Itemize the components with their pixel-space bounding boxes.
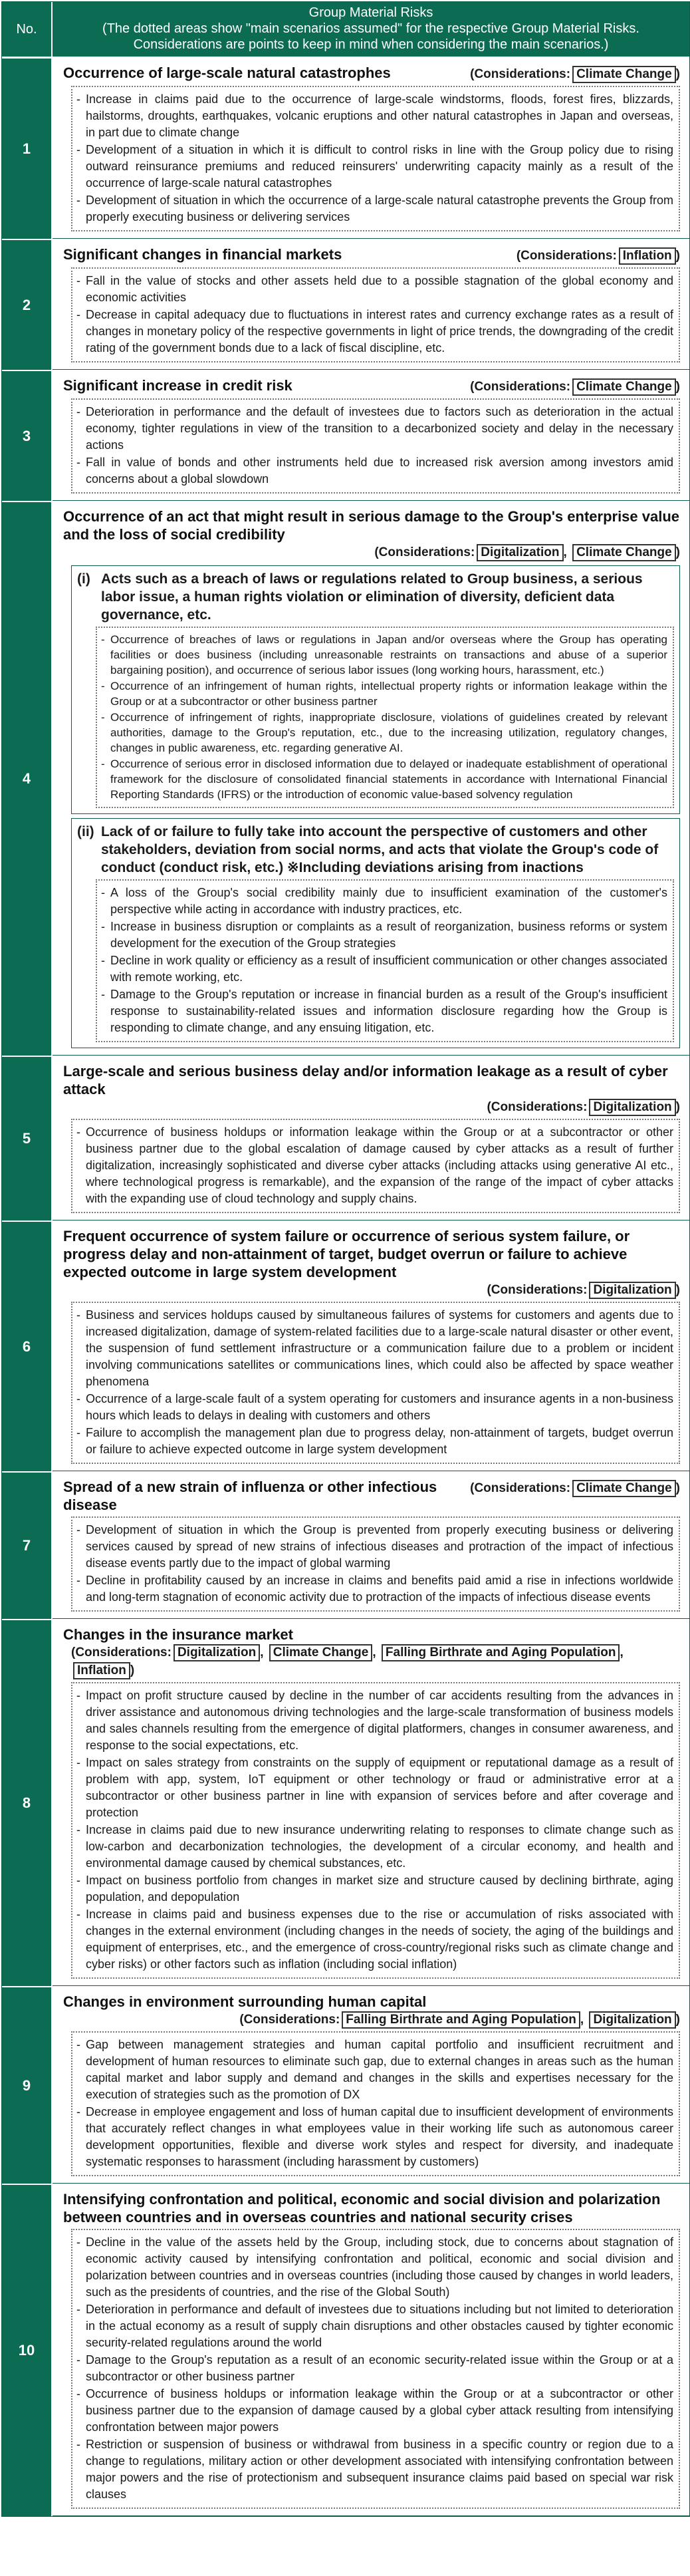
consideration-tag: Climate Change [572,66,676,83]
table-header [2,2,689,57]
scenario-item: - Impact on business portfolio from changes in market size and structure caused by declining birthrate, aging population, and depopulation [76,1874,673,1904]
risk-number: 4 [2,502,53,1056]
risk-body [53,1473,689,1619]
risk-row-10 [2,2184,689,2516]
risk-number: 1 [2,59,53,239]
scenario-item: - Increase in claims paid due to new insurance underwriting relating to responses to climate change such as low-carbon and decarbonization technologies, the development of a circular economy, and health and environmental damage caused by chemical substances, etc. [76,1823,673,1870]
risk-number: 2 [2,240,53,370]
risk-body [53,1222,689,1471]
scenario-item: - Development of situation in which the Group is prevented from properly executing business or delivering services caused by spread of new strains of infectious diseases and protraction of the impact of infectious disease events partly due to the impact of global warming [76,1523,673,1570]
risk-title: Occurrence of large-scale natural catastrophes [63,65,391,81]
risk-body [53,2185,689,2516]
considerations: (Considerations: Digitalization , Climate Change ) [63,543,680,561]
risk-table [1,1,690,2517]
risk-title: Spread of a new strain of influenza or other infectious disease [63,1479,437,1513]
scenario-box [71,267,680,362]
consideration-tag: Inflation [619,247,676,265]
scenario-box [96,627,674,808]
scenario-box [71,2229,680,2509]
sub-risk-label: (ii) [77,824,94,839]
scenario-box [71,1302,680,1464]
consideration-tag: Climate Change [269,1644,373,1661]
risk-title: Occurrence of an act that might result in serious damage to the Group's enterprise value and the loss of social credibility [63,508,680,543]
risk-row-7 [2,1471,689,1619]
risk-row-6 [2,1220,689,1471]
scenario-box [96,879,674,1042]
scenario-item: - Increase in claims paid due to the occurrence of large-scale windstorms, floods, forest fires, blizzards, hailstorms, droughts, earthquakes, volcanic eruptions and other natural catastrophes in Japan and overseas, in part due to climate change [76,92,673,139]
header-note-2: Considerations are points to keep in mind when considering the main scenarios.) [133,37,609,52]
considerations: (Considerations: Climate Change ) [470,65,680,83]
risk-body [53,502,689,1056]
risk-body [53,240,689,370]
scenario-item: - Occurrence of infringement of rights, inappropriate disclosure, violations of guidelines created by relevant authorities, damage to the Group's reputation, etc., due to the increasing utilization, regulatory changes, changes in public awareness, etc. regarding generative AI. [101,711,667,754]
considerations: (Considerations: Falling Birthrate and Aging Population , Digitalization ) [63,2011,680,2029]
risk-title: Changes in environment surrounding human capital [63,1993,427,2010]
scenario-item: - Occurrence of business holdups or information leakage within the Group or at a subcontractor or other business partner due to the global escalation of damage caused by cyber attacks as a result of further digitalization, increasingly sophisticated and diverse cyber attacks (including attacks using generative AI etc., where technological progress is remarkable), and the expansion of the range of the impact of cyber attacks with the expanding use of cloud technology and supply chains. [76,1125,673,1205]
scenario-item: - A loss of the Group's social credibility mainly due to insufficient examination of the customer's perspective while acting in accordance with industry practices, etc. [101,886,667,916]
risk-body [53,371,689,501]
risk-body [53,1987,689,2184]
consideration-tag: Falling Birthrate and Aging Population [342,2011,580,2029]
considerations: (Considerations: Digitalization ) [63,1281,680,1299]
considerations: (Considerations: Digitalization , Climate Change , Falling Birthrate and Aging Population , Inflation ) [63,1644,680,1679]
consideration-tag: Digitalization [173,1644,260,1661]
scenario-item: - Occurrence of business holdups or information leakage within the Group or at a subcontractor or other business partner due to the expansion of damage caused by a global cyber attack resulting from intensifying confrontation between major powers [76,2387,673,2434]
risk-row-9 [2,1986,689,2184]
scenario-item: - Increase in claims paid and business expenses due to the rise or accumulation of risks associated with changes in the external environment (including changes in the needs of society, the aging of the buildings and equipment of enterprises, etc., and the emergence of cross-country/regional risks such as climate change and cyber risks) or other factors such as inflation (including social inflation) [76,1908,673,1971]
sub-risk-title: Lack of or failure to fully take into account the perspective of customers and other stakeholders, deviation from social norms, and acts that violate the Group's code of conduct (conduct risk, etc.) ※Including deviations arising from inactions [101,824,659,875]
scenario-item: - Occurrence of serious error in disclosed information due to delayed or inadequate establishment of operational framework for the disclosure of consolidated financial statements in accordance with International Financial Reporting Standards (IFRS) or the introduction of economic value-based solvency regulation [101,758,667,801]
scenario-item: - Deterioration in performance and default of investees due to situations including but not limited to deterioration in the actual economy as a result of supply chain disruptions and other obstacles caused by tighter economic security-related regulations around the world [76,2303,673,2349]
risk-body [53,59,689,239]
risk-title: Changes in the insurance market [63,1626,293,1643]
considerations: (Considerations: Digitalization ) [63,1098,680,1116]
risk-row-1 [2,57,689,239]
risk-number: 8 [2,1620,53,1986]
risk-body [53,1620,689,1986]
header-caption [53,2,689,57]
sub-risk-label: (i) [77,571,90,587]
risk-number: 5 [2,1057,53,1220]
risk-row-4 [2,501,689,1056]
risk-number: 6 [2,1222,53,1471]
risk-row-2 [2,239,689,370]
scenario-item: - Occurrence of a large-scale fault of a system operating for customers and insurance agents in a non-business hours which leads to delays in dealing with customers and others [76,1392,673,1422]
scenario-box [71,2031,680,2176]
scenario-item: - Restriction or suspension of business or withdrawal from business in a specific country or region due to a change to regulations, military action or other development associated with intensifying confrontation between major powers and the rise of protectionism and subsequent insurance claims paid based on special war risk clauses [76,2438,673,2501]
consideration-tag: Climate Change [572,1480,676,1497]
scenario-box [71,398,680,494]
risk-row-5 [2,1056,689,1220]
consideration-tag: Climate Change [572,378,676,396]
consideration-tag: Digitalization [589,2011,675,2029]
risk-title: Intensifying confrontation and political, economic and social division and polarization between countries and in overseas countries and national security crises [63,2191,661,2225]
risk-title: Frequent occurrence of system failure or occurrence of serious system failure, or progress delay and non-attainment of target, budget overrun or failure to achieve expected outcome in large system development [63,1228,630,1280]
scenario-box [71,86,680,231]
header-note-1: (The dotted areas show "main scenarios assumed" for the respective Group Material Risks. [102,21,639,36]
header-title: Group Material Risks [308,5,433,20]
sub-risk-title: Acts such as a breach of laws or regulations related to Group business, a serious labor issue, a human rights violation or elimination of diversity, deficient data governance, etc. [101,571,643,623]
risk-row-3 [2,370,689,501]
scenario-item: - Fall in value of bonds and other instruments held due to increased risk aversion among investors amid concerns about a global slowdown [76,456,673,486]
scenario-item: - Development of a situation in which it is difficult to control risks in line with the Group policy due to rising outward reinsurance premiums and reduced reinsurers' underwriting capacity mainly as a result of the occurrence of large-scale natural catastrophes [76,143,673,190]
consideration-tag: Falling Birthrate and Aging Population [382,1644,620,1661]
risk-body [53,1057,689,1220]
scenario-item: - Decline in profitability caused by an increase in claims and benefits paid amid a rise in infections worldwide and long-term stagnation of economic activity due to protraction of the impacts of infectious disease events [76,1574,673,1604]
risk-number: 9 [2,1987,53,2184]
considerations: (Considerations: Climate Change ) [470,1479,680,1497]
scenario-box [71,1516,680,1612]
consideration-tag: Digitalization [477,544,563,561]
risk-row-8 [2,1619,689,1986]
scenario-item: - Impact on profit structure caused by decline in the number of car accidents resulting from the advances in driver assistance and autonomous driving technologies and the large-scale transformation of business models and sales channels resulting from the emergence of digital platformers, changes in consumer awareness, and response to the social expectations, etc. [76,1689,673,1752]
scenario-item: - Impact on sales strategy from constraints on the supply of equipment or reputational damage as a result of problem with app, system, IoT equipment or other technology or fraud or administrative error at a subcontractor or other business partner in line with expansion of services before and after coverage and protection [76,1756,673,1819]
risk-title: Significant increase in credit risk [63,377,292,394]
scenario-item: - Occurrence of an infringement of human rights, intellectual property rights or information leakage within the Group or at a subcontractor or other business partner [101,680,667,708]
scenario-item: - Damage to the Group's reputation or increase in financial burden as a result of the Group's insufficient response to sustainability-related issues and information disclosure regarding how the Group is responding to climate change, and any ensuing litigation, etc. [101,988,667,1034]
scenario-item: - Decrease in employee engagement and loss of human capital due to insufficient development of environments that accurately reflect changes in what employees value in their working life such as autonomous career development opportunities, flexible and diverse work styles and respect for diversity, and inadequate systematic responses to harassment (including harassment by customers) [76,2105,673,2168]
scenario-item: - Development of situation in which the occurrence of a large-scale natural catastrophe prevents the Group from properly executing business or delivering services [76,194,673,223]
risk-title: Significant changes in financial markets [63,246,342,263]
risk-number: 10 [2,2185,53,2516]
scenario-item: - Gap between management strategies and human capital portfolio and insufficient recruitment and development of human resources to eliminate such gap, due to external changes in areas such as the human capital market and labor supply and demand and changes in the skills and expertises necessary for the execution of strategies such as the promotion of DX [76,2038,673,2101]
header-no: No. [2,2,53,57]
scenario-item: - Business and services holdups caused by simultaneous failures of systems for customers and agents due to increased digitalization, damage of system-related facilities due to a large-scale natural disaster or other event, the suspension of fund settlement infrastructure or a communication failure due to a problem or incident involving communications satellites or communications lines, which could also be affected by space weather phenomena [76,1308,673,1388]
scenario-item: - Decline in the value of the assets held by the Group, including stock, due to concerns about stagnation of economic activity caused by intensifying confrontation and political, economic and social division and polarization between countries and in overseas countries (including those caused by changes in world leaders, such as the presidents of countries, and the rise of the Global South) [76,2235,673,2299]
risk-number: 3 [2,371,53,501]
sub-risk-ii [71,818,680,1048]
consideration-tag: Climate Change [572,544,676,561]
consideration-tag: Digitalization [589,1282,675,1299]
considerations: (Considerations: Climate Change ) [470,378,680,396]
scenario-item: - Decrease in capital adequacy due to fluctuations in interest rates and currency exchange rates as a result of changes in monetary policy of the respective governments in light of price trends, the downgrading of the credit rating of the government bonds due to a lack of fiscal discipline, etc. [76,308,673,355]
scenario-item: - Increase in business disruption or complaints as a result of reorganization, business reforms or system development for the execution of the Group strategies [101,920,667,950]
scenario-item: - Fall in the value of stocks and other assets held due to a possible stagnation of the global economy and economic activities [76,274,673,304]
risk-title: Large-scale and serious business delay and/or information leakage as a result of cyber attack [63,1063,668,1097]
scenario-item: - Deterioration in performance and the default of investees due to factors such as deterioration in the actual economy, tighter regulations in view of the transition to a decarbonized society and delay in the necessary actions [76,405,673,452]
scenario-box [71,1682,680,1979]
consideration-tag: Digitalization [589,1099,675,1116]
scenario-box [71,1119,680,1213]
scenario-item: - Damage to the Group's reputation as a result of an economic security-related issue within the Group or at a subcontractor or other business partner [76,2353,673,2383]
scenario-item: - Failure to accomplish the management plan due to progress delay, non-attainment of targets, budget overrun or failure to achieve expected outcome in large system development [76,1426,673,1456]
considerations: (Considerations: Inflation ) [517,247,680,265]
sub-risk-i [71,565,680,814]
scenario-item: - Decline in work quality or efficiency as a result of insufficient communication or other changes associated with remote working, etc. [101,954,667,984]
consideration-tag: Inflation [73,1662,130,1679]
scenario-item: - Occurrence of breaches of laws or regulations in Japan and/or overseas where the Group has operating facilities or does business (including unreasonable restraints on transactions and abuse of a superior bargaining position), and occurrence of serious labor issues (long working hours, harassment, etc.) [101,633,667,676]
risk-number: 7 [2,1473,53,1619]
